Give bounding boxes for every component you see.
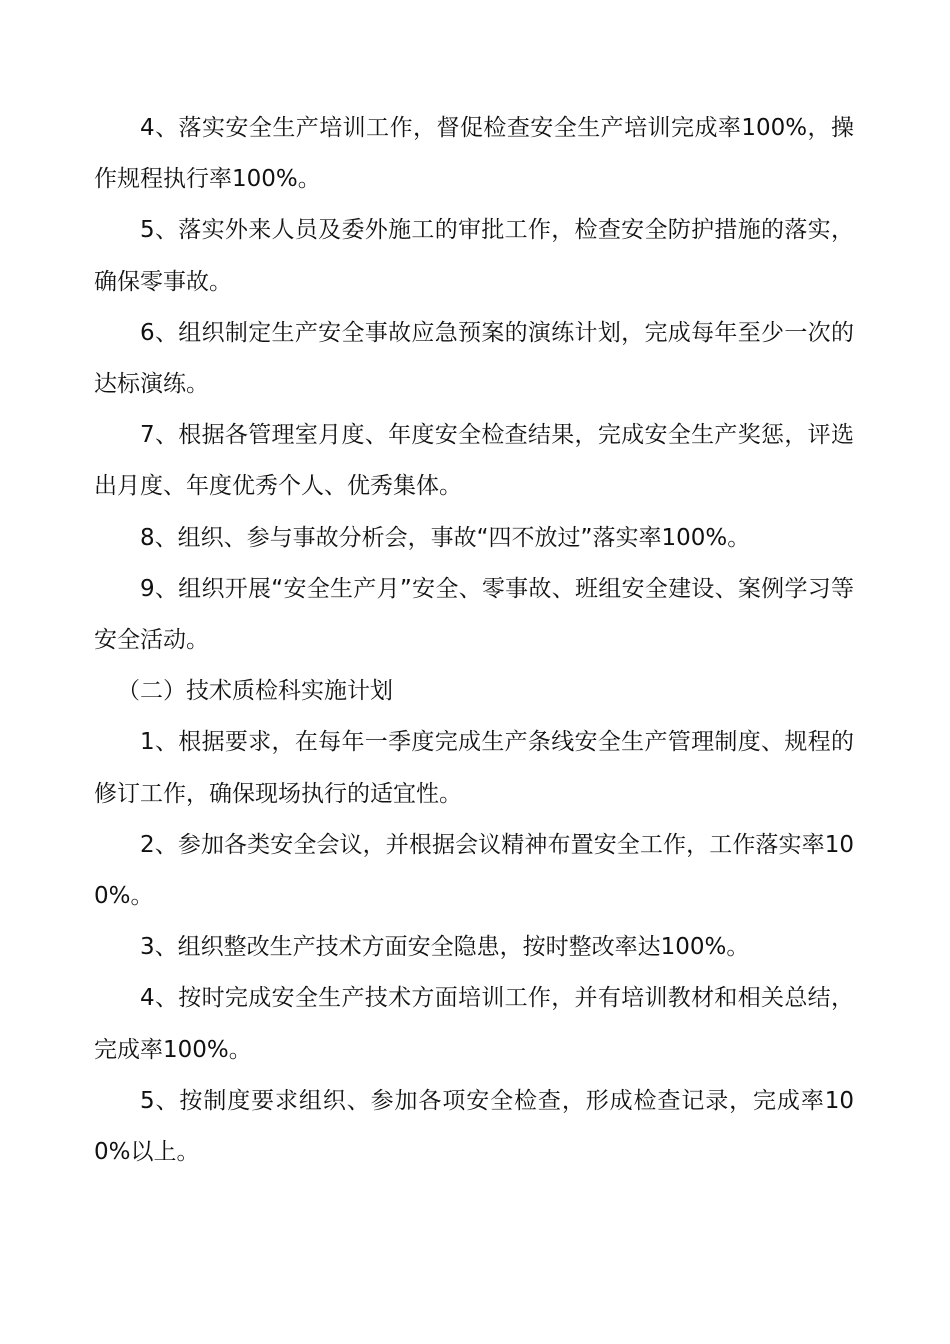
section-paragraph-5: 5、按制度要求组织、参加各项安全检查，形成检查记录，完成率100%以上。 (94, 1087, 854, 1166)
section-paragraph-3: 3、组织整改生产技术方面安全隐患，按时整改率达100%。 (140, 934, 750, 961)
section-paragraph-2: 2、参加各类安全会议，并根据会议精神布置安全工作，工作落实率100%。 (94, 831, 854, 910)
paragraph-item-9: 9、组织开展“安全生产月”安全、零事故、班组安全建设、案例学习等安全活动。 (94, 575, 854, 654)
paragraph-item-8: 8、组织、参与事故分析会，事故“四不放过”落实率100%。 (140, 524, 751, 551)
paragraph-item-7: 7、根据各管理室月度、年度安全检查结果，完成安全生产奖惩，评选出月度、年度优秀个人、优秀集体。 (94, 422, 854, 500)
section-paragraph-1: 1、根据要求，在每年一季度完成生产条线安全生产管理制度、规程的修订工作，确保现场执行的适宜性。 (94, 729, 854, 807)
paragraph-item-5: 5、落实外来人员及委外施工的审批工作，检查安全防护措施的落实，确保零事故。 (94, 217, 854, 295)
paragraph-item-4: 4、落实安全生产培训工作，督促检查安全生产培训完成率100%，操作规程执行率100%。 (94, 115, 854, 193)
section-heading: （二）技术质检科实施计划 (117, 678, 393, 705)
paragraph-item-6: 6、组织制定生产安全事故应急预案的演练计划，完成每年至少一次的达标演练。 (94, 319, 854, 398)
section-paragraph-4: 4、按时完成安全生产技术方面培训工作，并有培训教材和相关总结，完成率100%。 (94, 985, 854, 1063)
document-body (94, 103, 854, 1178)
